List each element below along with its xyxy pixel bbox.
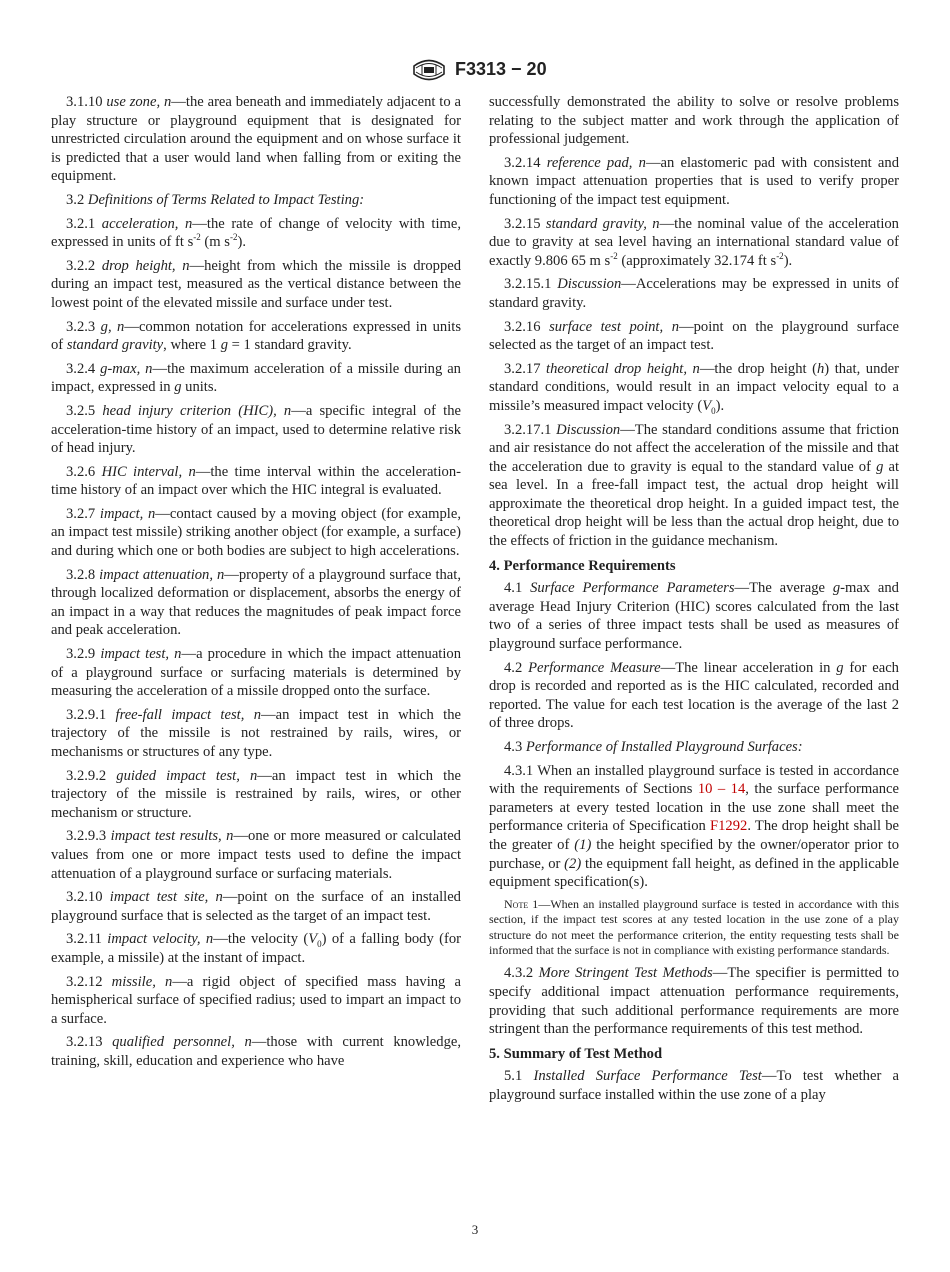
term: Performance of Installed Playground Surfaces: bbox=[525, 739, 803, 755]
term: free-fall impact test, n bbox=[115, 706, 261, 723]
term: drop height, n bbox=[101, 257, 190, 274]
definition-text: —Accelerations may be expressed in units of standard gravity. bbox=[489, 276, 899, 311]
paragraph-text: —The specifier is permitted to specify additional impact attenuation performance requirements, providing that such additional performance requirements are more stringent than the performance requirements of this test method. bbox=[489, 965, 899, 1038]
paragraph-text: -max and average Head Injury Criterion (HIC) scores calculated from the last two of a series of three impact tests shall be used as measures of playground surface performance. bbox=[489, 580, 899, 653]
definition-3-2-10 bbox=[51, 888, 461, 925]
section-number: 3.2.3 bbox=[66, 318, 96, 335]
section-number: 3.2.5 bbox=[66, 402, 96, 419]
term: impact, n bbox=[99, 505, 156, 522]
term: impact attenuation, n bbox=[99, 566, 225, 583]
definition-text: —contact caused by a moving object (for example, an impact test missile) striking another object (for example, a surface) and during which one or both bodies are subject to high accelerations. bbox=[51, 505, 461, 560]
definition-text: —a procedure in which the impact attenuation of a playground surface or surfacing materials is determined by measuring the acceleration of a missile dropped onto the surface. bbox=[51, 646, 461, 700]
definition-text: successfully demonstrated the ability to solve or resolve problems relating to the subject matter and work through the application of professional judgement. bbox=[489, 94, 899, 148]
term: impact test site, n bbox=[109, 889, 223, 906]
superscript: -2 bbox=[610, 250, 618, 261]
paragraph-text: for each drop is recorded and reported as is the HIC calculated, recorded and reported. The value for each test location is the average of the last 2 of three drops. bbox=[489, 659, 899, 732]
term: Surface Performance Parameters bbox=[530, 580, 735, 597]
definition-text: units. bbox=[181, 379, 218, 396]
definition-text: —a specific integral of the acceleration-time history of an impact, used to determine relative risk of head injury. bbox=[51, 402, 461, 457]
page-header bbox=[0, 56, 950, 86]
section-number: 3.2.7 bbox=[66, 505, 96, 522]
definition-3-2-5 bbox=[51, 402, 461, 458]
paragraph-text: the equipment fall height, as defined in the applicable equipment specification(s). bbox=[489, 855, 899, 891]
note-label: Note 1 bbox=[504, 896, 539, 911]
note-text: —When an installed playground surface is tested in accordance with this section, if the impact test scores at any tested location in the use zone of a play structure do not meet the performance criterion, the entity requesting tests shall be informed that the surface is not in compliance with existing performance standards. bbox=[489, 896, 900, 957]
definition-text: ) that, under standard conditions, would result in an impact velocity equal to a missile’s measured impact velocity ( bbox=[489, 360, 899, 414]
definition-text: (m s bbox=[200, 234, 230, 251]
section-number: 3.2.15.1 bbox=[504, 276, 552, 293]
term: HIC interval, n bbox=[101, 463, 196, 480]
subscript: 0 bbox=[711, 405, 716, 416]
definition-3-2-3 bbox=[51, 318, 461, 355]
definition-text: —the area beneath and immediately adjacent to a play structure or playground equipment that is designated for unrestricted circulation around the equipment and on whose surface it is predicted that a user would land when falling from or exiting the equipment. bbox=[51, 94, 462, 185]
section-number: 3.2.13 bbox=[66, 1034, 103, 1051]
paragraph-4-1 bbox=[489, 579, 899, 653]
definition-3-2-11 bbox=[51, 930, 461, 967]
right-column bbox=[489, 93, 899, 1110]
definition-text: —point on the playground surface selected as the target of an impact test. bbox=[489, 318, 899, 354]
term: Performance Measure bbox=[528, 659, 661, 676]
section-number: 3.2.15 bbox=[504, 215, 541, 232]
paragraph-text: the height specified by the owner/operator prior to purchase, or bbox=[489, 836, 899, 872]
definition-text: at sea level. In a free-fall impact test, the actual drop height will approximate the theoretical drop height. In a guided impact test, the theoretical drop height will be less than the actual drop height, due to the effects of friction in the guidance mechanism. bbox=[489, 458, 899, 550]
definition-3-2-9 bbox=[51, 645, 461, 701]
term: More Stringent Test Methods bbox=[538, 965, 713, 982]
section-number: 5.1 bbox=[504, 1068, 523, 1085]
paragraph-4-3-2 bbox=[489, 964, 899, 1038]
term: qualified personnel, n bbox=[112, 1034, 252, 1051]
paragraph-4-3 bbox=[489, 738, 899, 757]
symbol: g bbox=[832, 580, 841, 597]
discussion-3-2-17-1 bbox=[489, 421, 899, 551]
section-number: 3.2.10 bbox=[66, 889, 103, 906]
symbol: V bbox=[702, 397, 712, 414]
discussion-3-2-15-1 bbox=[489, 275, 899, 312]
definition-3-2-8 bbox=[51, 566, 461, 640]
emphasis: (2) bbox=[564, 855, 582, 872]
definition-text: —property of a playground surface that, through localized deformation or displacement, absorbs the energy of an impact in a way that reduces the magnitudes of peak impact force and peak acceleration. bbox=[51, 566, 461, 639]
definition-text: ). bbox=[783, 252, 793, 269]
paragraph-5-1 bbox=[489, 1067, 899, 1104]
paragraph-text: —The linear acceleration in bbox=[660, 659, 837, 676]
section-number: 3.2.17 bbox=[504, 360, 541, 377]
paragraph-text: —The average bbox=[734, 580, 833, 597]
term: Installed Surface Performance Test bbox=[533, 1068, 762, 1085]
section-number: 3.2.9.3 bbox=[66, 828, 107, 845]
definition-text: = 1 standard gravity. bbox=[228, 337, 352, 354]
definition-3-1-10 bbox=[51, 93, 461, 186]
symbol: g bbox=[174, 379, 182, 396]
definition-text: —The standard conditions assume that friction and air resistance do not affect the acceleration of the missile and that the acceleration due to gravity is equal to the standard value of bbox=[489, 421, 899, 475]
emphasis: (1) bbox=[574, 836, 592, 853]
sections-10-14-link[interactable]: 10 – 14 bbox=[697, 781, 746, 798]
definition-3-2-9-1 bbox=[51, 706, 461, 762]
section-number: 3.2.1 bbox=[66, 215, 96, 232]
definition-3-2-17 bbox=[489, 360, 899, 416]
section-number: 3.2.11 bbox=[66, 931, 102, 948]
term: impact test results, n bbox=[110, 828, 234, 845]
paragraph-4-3-1 bbox=[489, 762, 899, 892]
symbol: V bbox=[308, 931, 318, 948]
section-number: 3.2.9.2 bbox=[66, 767, 107, 784]
paragraph-text: , the surface performance parameters at every tested location in the use zone shall meet the performance criteria of Specification bbox=[489, 781, 899, 835]
definition-text: —height from which the missile is dropped during an impact test, measured as the vertical distance between the lowest point of the elevated missile and surface under test. bbox=[51, 257, 462, 311]
definition-3-2-14 bbox=[489, 154, 899, 210]
definition-3-2-6 bbox=[51, 463, 461, 500]
superscript: -2 bbox=[193, 232, 201, 243]
definition-text: —those with current knowledge, training, skill, education and experience who have bbox=[51, 1034, 461, 1069]
definition-text: —an impact test in which the trajectory of the missile is restrained by rails, wires, or other mechanism or structure. bbox=[51, 767, 461, 821]
term: impact test, n bbox=[100, 646, 182, 663]
definition-text: —the nominal value of the acceleration due to gravity at sea level having an international standard value of exactly 9.806 65 m s bbox=[489, 215, 899, 269]
section-number: 3.2.17.1 bbox=[504, 421, 552, 438]
section-number: 4.3.1 bbox=[504, 762, 534, 779]
section-number: 4.3 bbox=[504, 739, 523, 755]
f1292-link[interactable]: F1292 bbox=[710, 818, 748, 835]
term: head injury criterion (HIC), n bbox=[102, 402, 292, 419]
definition-3-2-9-3 bbox=[51, 827, 461, 883]
section-heading-5: 5. Summary of Test Method bbox=[489, 1045, 663, 1062]
definition-text: —the rate of change of velocity with time, expressed in units of ft s bbox=[51, 215, 461, 251]
section-number: 3.2 bbox=[66, 191, 85, 208]
superscript: -2 bbox=[776, 250, 784, 261]
superscript: -2 bbox=[229, 232, 238, 243]
term: Discussion bbox=[556, 421, 621, 438]
definition-text: —a rigid object of specified mass having a hemispherical surface of specified radius; used to impart an impact to a surface. bbox=[51, 973, 461, 1027]
term: missile, n bbox=[111, 973, 173, 990]
definition-text: —the velocity ( bbox=[213, 931, 309, 948]
section-number: 3.2.14 bbox=[504, 154, 541, 171]
section-number: 3.2.4 bbox=[66, 360, 96, 377]
page-number: 3 bbox=[471, 1222, 479, 1237]
section-number: 3.2.9.1 bbox=[66, 706, 107, 723]
definition-text: ) of a falling body (for example, a missile) at the instant of impact. bbox=[51, 931, 461, 966]
term: acceleration, n bbox=[101, 215, 193, 232]
subscript: 0 bbox=[317, 939, 322, 950]
definition-text: —the time interval within the acceleration-time history of an impact over which the HIC integral is evaluated. bbox=[51, 463, 461, 499]
section-number: 3.2.9 bbox=[66, 646, 96, 663]
section-number: 3.2.12 bbox=[66, 973, 103, 990]
definition-3-2-16 bbox=[489, 318, 899, 355]
definition-3-2-7 bbox=[51, 505, 461, 561]
section-number: 3.2.8 bbox=[66, 566, 96, 583]
subsection-title: Definitions of Terms Related to Impact Testing: bbox=[87, 191, 365, 208]
term: g, n bbox=[100, 318, 125, 335]
term: theoretical drop height, n bbox=[546, 360, 700, 377]
section-number: 3.2.6 bbox=[66, 463, 96, 480]
astm-logo-icon bbox=[411, 56, 447, 84]
term: guided impact test, n bbox=[116, 767, 258, 784]
subsection-3-2 bbox=[51, 191, 461, 210]
paragraph-4-2 bbox=[489, 659, 899, 733]
term: use zone, n bbox=[106, 94, 172, 110]
section-number: 3.1.10 bbox=[66, 94, 103, 110]
definition-3-2-1 bbox=[51, 215, 461, 252]
section-number: 4.3.2 bbox=[504, 965, 534, 982]
definition-3-2-13-continued bbox=[489, 93, 899, 149]
definition-3-2-2 bbox=[51, 257, 461, 313]
term: impact velocity, n bbox=[107, 931, 214, 948]
symbol: g bbox=[876, 458, 884, 475]
definition-3-2-4 bbox=[51, 360, 461, 397]
definition-text: —common notation for accelerations expressed in units of bbox=[51, 318, 461, 354]
definition-text: (approximately 32.174 ft s bbox=[617, 252, 777, 269]
section-number: 3.2.16 bbox=[504, 318, 541, 335]
definition-text: —the maximum acceleration of a missile during an impact, expressed in bbox=[51, 360, 461, 396]
term: reference pad, n bbox=[546, 154, 646, 171]
left-column bbox=[51, 93, 461, 1076]
symbol: g bbox=[836, 659, 844, 676]
section-number: 4.1 bbox=[504, 580, 523, 597]
definition-text: ). bbox=[237, 234, 246, 251]
note-1 bbox=[489, 897, 899, 959]
term: surface test point, n bbox=[549, 318, 680, 335]
definition-text: ). bbox=[715, 397, 725, 414]
definition-text: —one or more measured or calculated values from one or more impact tests used to define the impact attenuation of a playground surface or surfacing materials. bbox=[51, 828, 461, 882]
term: g-max, n bbox=[100, 360, 153, 377]
section-heading-4: 4. Performance Requirements bbox=[489, 557, 676, 574]
paragraph-text: —To test whether a playground surface installed within the use zone of a play bbox=[489, 1068, 899, 1103]
paragraph-text: When an installed playground surface is tested in accordance with the requirements of Sections bbox=[489, 762, 900, 798]
term: Discussion bbox=[557, 276, 622, 293]
symbol: g bbox=[220, 337, 228, 354]
definition-text: , where 1 bbox=[163, 337, 221, 354]
definition-3-2-15 bbox=[489, 215, 899, 271]
term: standard gravity, n bbox=[545, 215, 660, 232]
definition-text: —an impact test in which the trajectory of the missile is not restrained by rails, wires, or mechanisms or structures of any type. bbox=[51, 706, 462, 760]
definition-text: —an elastomeric pad with consistent and known impact attenuation properties that is used to verify proper functioning of the impact test equipment. bbox=[489, 154, 899, 208]
section-number: 4.2 bbox=[504, 659, 523, 676]
definition-3-2-9-2 bbox=[51, 767, 461, 823]
symbol: h bbox=[816, 360, 825, 377]
definition-3-2-13 bbox=[51, 1033, 461, 1070]
definition-text: —point on the surface of an installed playground surface that is selected as the target of an impact test. bbox=[51, 889, 461, 924]
paragraph-text: . The drop height shall be the greater of bbox=[489, 818, 899, 853]
emphasis: standard gravity bbox=[66, 337, 164, 354]
section-number: 3.2.2 bbox=[66, 257, 96, 274]
definition-text: —the drop height ( bbox=[699, 360, 817, 377]
document-designation: F3313 − 20 bbox=[455, 59, 547, 79]
definition-3-2-12 bbox=[51, 973, 461, 1029]
